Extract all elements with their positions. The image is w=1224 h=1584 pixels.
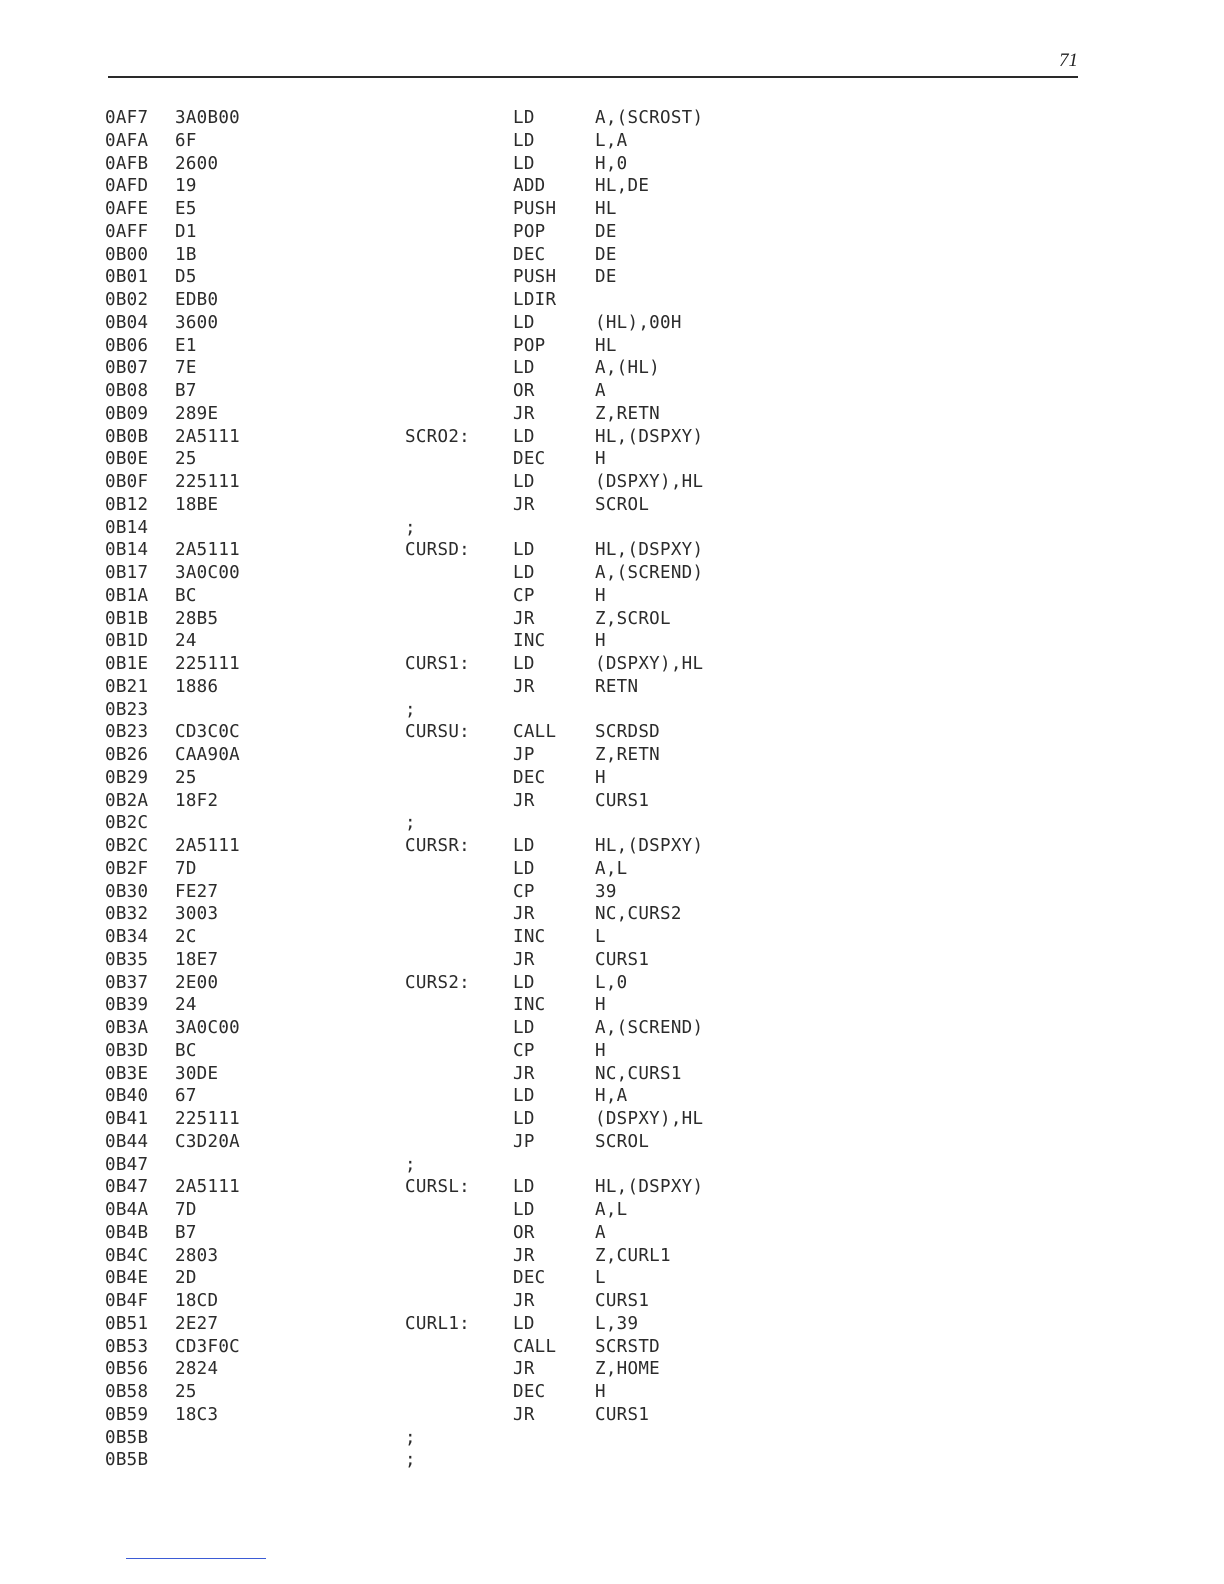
- address: 0B1A: [105, 585, 149, 606]
- address: 0B0E: [105, 449, 149, 470]
- listing-line: [105, 539, 785, 562]
- mnemonic: JR: [513, 790, 535, 811]
- address: 0AFD: [105, 176, 149, 197]
- listing-line: [105, 790, 785, 813]
- machine-code: 28B5: [175, 608, 219, 629]
- label: SCRO2:: [405, 426, 471, 447]
- listing-line: [105, 266, 785, 289]
- machine-code: 2A5111: [175, 836, 241, 856]
- machine-code: 25: [175, 449, 197, 470]
- listing-line: [105, 312, 785, 335]
- machine-code: 2803: [175, 1245, 219, 1266]
- address: 0B14: [105, 517, 149, 538]
- address: 0B0B: [105, 426, 149, 447]
- label: ;: [405, 517, 416, 538]
- mnemonic: CP: [513, 881, 535, 902]
- listing-line: [105, 517, 785, 540]
- mnemonic: LD: [513, 153, 535, 174]
- machine-code: 225111: [175, 472, 241, 492]
- page-number: 71: [1059, 50, 1078, 71]
- listing-line: [105, 1358, 785, 1381]
- machine-code: B7: [175, 381, 197, 401]
- address: 0B02: [105, 290, 149, 310]
- listing-line: [105, 1290, 785, 1313]
- address: 0B0F: [105, 472, 149, 492]
- mnemonic: JR: [513, 1359, 535, 1380]
- address: 0B00: [105, 244, 149, 265]
- mnemonic: LD: [513, 858, 535, 879]
- operands: H: [595, 631, 606, 652]
- address: 0B1B: [105, 608, 149, 629]
- address: 0B29: [105, 767, 149, 788]
- address: 0B47: [105, 1154, 149, 1175]
- operands: Z,SCROL: [595, 608, 671, 629]
- mnemonic: LD: [513, 1313, 535, 1334]
- operands: NC,CURS2: [595, 904, 682, 925]
- address: 0B01: [105, 267, 149, 288]
- mnemonic: CALL: [513, 1336, 557, 1357]
- mnemonic: LD: [513, 1200, 535, 1220]
- label: CURL1:: [405, 1313, 471, 1334]
- operands: A: [595, 381, 606, 401]
- listing-line: [105, 858, 785, 881]
- machine-code: 2A5111: [175, 1177, 241, 1198]
- machine-code: CAA90A: [175, 745, 241, 765]
- machine-code: 24: [175, 995, 197, 1016]
- address: 0B32: [105, 904, 149, 925]
- listing-line: [105, 994, 785, 1017]
- address: 0B58: [105, 1382, 149, 1402]
- machine-code: 7E: [175, 358, 197, 379]
- address: 0B23: [105, 722, 149, 743]
- operands: CURS1: [595, 1291, 650, 1311]
- listing-line: [105, 335, 785, 358]
- operands: L: [595, 1268, 606, 1289]
- mnemonic: OR: [513, 1222, 535, 1243]
- mnemonic: JR: [513, 904, 535, 925]
- listing-line: [105, 1108, 785, 1131]
- mnemonic: DEC: [513, 767, 546, 788]
- operands: CURS1: [595, 949, 650, 970]
- operands: A,(SCREND): [595, 563, 704, 583]
- listing-line: [105, 1313, 785, 1336]
- label: CURSL:: [405, 1177, 471, 1198]
- machine-code: 7D: [175, 858, 197, 879]
- machine-code: 2E00: [175, 972, 219, 993]
- address: 0B12: [105, 494, 149, 515]
- machine-code: 225111: [175, 654, 241, 674]
- mnemonic: JR: [513, 403, 535, 424]
- listing-line: [105, 721, 785, 744]
- mnemonic: LD: [513, 1086, 535, 1107]
- machine-code: 18C3: [175, 1404, 219, 1425]
- address: 0B34: [105, 927, 149, 947]
- operands: Z,HOME: [595, 1359, 661, 1380]
- operands: SCRSTD: [595, 1336, 661, 1357]
- machine-code: D5: [175, 267, 197, 288]
- listing-line: [105, 676, 785, 699]
- listing-line: [105, 1449, 785, 1472]
- machine-code: 3003: [175, 904, 219, 925]
- address: 0B26: [105, 745, 149, 765]
- machine-code: 2A5111: [175, 426, 241, 447]
- listing-line: [105, 1085, 785, 1108]
- address: 0B21: [105, 676, 149, 697]
- listing-line: [105, 357, 785, 380]
- mnemonic: CP: [513, 585, 535, 606]
- operands: L: [595, 927, 606, 947]
- listing-line: [105, 1131, 785, 1154]
- mnemonic: PUSH: [513, 267, 557, 288]
- mnemonic: LD: [513, 1109, 535, 1129]
- address: 0B40: [105, 1086, 149, 1107]
- machine-code: B7: [175, 1222, 197, 1243]
- machine-code: E1: [175, 335, 197, 356]
- operands: Z,CURL1: [595, 1245, 671, 1266]
- label: ;: [405, 699, 416, 720]
- operands: A,L: [595, 1200, 628, 1220]
- address: 0B39: [105, 995, 149, 1016]
- operands: Z,RETN: [595, 745, 661, 765]
- operands: H: [595, 1040, 606, 1061]
- listing-line: [105, 1199, 785, 1222]
- label: CURSR:: [405, 836, 471, 856]
- address: 0B2C: [105, 813, 149, 834]
- address: 0B5B: [105, 1427, 149, 1448]
- listing-line: [105, 926, 785, 949]
- machine-code: 24: [175, 631, 197, 652]
- operands: HL,(DSPXY): [595, 426, 704, 447]
- mnemonic: LD: [513, 108, 535, 128]
- address: 0B1E: [105, 654, 149, 674]
- label: CURSD:: [405, 540, 471, 561]
- mnemonic: JR: [513, 1404, 535, 1425]
- mnemonic: LDIR: [513, 290, 557, 310]
- address: 0B09: [105, 403, 149, 424]
- operands: L,0: [595, 972, 628, 993]
- footer-rule: [126, 1558, 266, 1559]
- label: ;: [405, 1427, 416, 1448]
- listing-line: [105, 699, 785, 722]
- address: 0B4C: [105, 1245, 149, 1266]
- operands: A,(SCREND): [595, 1018, 704, 1038]
- listing-line: [105, 1267, 785, 1290]
- listing-line: [105, 630, 785, 653]
- operands: A,(HL): [595, 358, 661, 379]
- machine-code: 3A0C00: [175, 1018, 241, 1038]
- machine-code: CD3C0C: [175, 722, 241, 743]
- address: 0B3D: [105, 1040, 149, 1061]
- machine-code: 3A0B00: [175, 108, 241, 128]
- machine-code: CD3F0C: [175, 1336, 241, 1357]
- operands: (HL),00H: [595, 312, 682, 333]
- machine-code: 225111: [175, 1109, 241, 1129]
- operands: RETN: [595, 676, 639, 697]
- listing-line: [105, 949, 785, 972]
- machine-code: 19: [175, 176, 197, 197]
- address: 0B4A: [105, 1200, 149, 1220]
- listing-line: [105, 562, 785, 585]
- address: 0B23: [105, 699, 149, 720]
- machine-code: 2C: [175, 927, 197, 947]
- address: 0AFA: [105, 130, 149, 151]
- listing-line: [105, 1427, 785, 1450]
- address: 0AF7: [105, 108, 149, 128]
- operands: H: [595, 585, 606, 606]
- label: CURSU:: [405, 722, 471, 743]
- mnemonic: PUSH: [513, 199, 557, 219]
- listing-line: [105, 1222, 785, 1245]
- mnemonic: INC: [513, 631, 546, 652]
- address: 0B17: [105, 563, 149, 583]
- listing-line: [105, 1063, 785, 1086]
- mnemonic: LD: [513, 1018, 535, 1038]
- mnemonic: JR: [513, 949, 535, 970]
- listing-line: [105, 175, 785, 198]
- listing-line: [105, 426, 785, 449]
- listing-line: [105, 608, 785, 631]
- machine-code: 25: [175, 1382, 197, 1402]
- mnemonic: LD: [513, 312, 535, 333]
- operands: DE: [595, 267, 617, 288]
- address: 0B59: [105, 1404, 149, 1425]
- machine-code: 289E: [175, 403, 219, 424]
- operands: SCRDSD: [595, 722, 661, 743]
- label: CURS1:: [405, 654, 471, 674]
- address: 0B41: [105, 1109, 149, 1129]
- machine-code: 1886: [175, 676, 219, 697]
- machine-code: 18E7: [175, 949, 219, 970]
- mnemonic: JP: [513, 1131, 535, 1152]
- operands: A,L: [595, 858, 628, 879]
- address: 0B3A: [105, 1018, 149, 1038]
- listing-line: [105, 1040, 785, 1063]
- machine-code: 25: [175, 767, 197, 788]
- operands: Z,RETN: [595, 403, 661, 424]
- operands: H: [595, 449, 606, 470]
- address: 0AFF: [105, 221, 149, 242]
- operands: (DSPXY),HL: [595, 1109, 704, 1129]
- label: CURS2:: [405, 972, 471, 993]
- address: 0B47: [105, 1177, 149, 1198]
- mnemonic: ADD: [513, 176, 546, 197]
- listing-line: [105, 289, 785, 312]
- address: 0B2C: [105, 836, 149, 856]
- operands: HL,(DSPXY): [595, 1177, 704, 1198]
- mnemonic: LD: [513, 563, 535, 583]
- mnemonic: LD: [513, 472, 535, 492]
- operands: DE: [595, 244, 617, 265]
- operands: L,A: [595, 130, 628, 151]
- mnemonic: LD: [513, 426, 535, 447]
- label: ;: [405, 1450, 416, 1471]
- listing-line: [105, 107, 785, 130]
- machine-code: 2E27: [175, 1313, 219, 1334]
- listing-line: [105, 153, 785, 176]
- listing-line: [105, 448, 785, 471]
- label: ;: [405, 813, 416, 834]
- mnemonic: DEC: [513, 244, 546, 265]
- operands: A,(SCROST): [595, 108, 704, 128]
- listing-line: [105, 972, 785, 995]
- address: 0B2A: [105, 790, 149, 811]
- listing-line: [105, 380, 785, 403]
- machine-code: 30DE: [175, 1063, 219, 1084]
- listing-line: [105, 198, 785, 221]
- operands: HL,(DSPXY): [595, 540, 704, 561]
- header-rule: [108, 76, 1078, 78]
- mnemonic: LD: [513, 654, 535, 674]
- address: 0B53: [105, 1336, 149, 1357]
- mnemonic: CP: [513, 1040, 535, 1061]
- machine-code: 18BE: [175, 494, 219, 515]
- operands: H: [595, 1382, 606, 1402]
- address: 0B4F: [105, 1291, 149, 1311]
- address: 0B5B: [105, 1450, 149, 1471]
- machine-code: D1: [175, 221, 197, 242]
- address: 0B14: [105, 540, 149, 561]
- machine-code: 2824: [175, 1359, 219, 1380]
- mnemonic: CALL: [513, 722, 557, 743]
- listing-line: [105, 744, 785, 767]
- address: 0B07: [105, 358, 149, 379]
- operands: CURS1: [595, 790, 650, 811]
- machine-code: FE27: [175, 881, 219, 902]
- operands: SCROL: [595, 494, 650, 515]
- operands: CURS1: [595, 1404, 650, 1425]
- operands: H: [595, 767, 606, 788]
- listing-line: [105, 1381, 785, 1404]
- address: 0B4B: [105, 1222, 149, 1243]
- mnemonic: LD: [513, 1177, 535, 1198]
- address: 0AFB: [105, 153, 149, 174]
- mnemonic: LD: [513, 540, 535, 561]
- machine-code: BC: [175, 1040, 197, 1061]
- machine-code: 18F2: [175, 790, 219, 811]
- address: 0B56: [105, 1359, 149, 1380]
- mnemonic: OR: [513, 381, 535, 401]
- listing-line: [105, 471, 785, 494]
- mnemonic: DEC: [513, 1268, 546, 1289]
- address: 0B44: [105, 1131, 149, 1152]
- label: ;: [405, 1154, 416, 1175]
- address: 0B4E: [105, 1268, 149, 1289]
- address: 0B37: [105, 972, 149, 993]
- operands: HL: [595, 199, 617, 219]
- mnemonic: JP: [513, 745, 535, 765]
- mnemonic: JR: [513, 676, 535, 697]
- machine-code: 3A0C00: [175, 563, 241, 583]
- operands: (DSPXY),HL: [595, 654, 704, 674]
- address: 0B35: [105, 949, 149, 970]
- listing-line: [105, 903, 785, 926]
- machine-code: 2D: [175, 1268, 197, 1289]
- listing-line: [105, 1336, 785, 1359]
- listing-line: [105, 1404, 785, 1427]
- assembly-listing: [105, 107, 785, 1472]
- mnemonic: INC: [513, 927, 546, 947]
- listing-line: [105, 585, 785, 608]
- address: 0B3E: [105, 1063, 149, 1084]
- mnemonic: JR: [513, 494, 535, 515]
- machine-code: BC: [175, 585, 197, 606]
- address: 0B51: [105, 1313, 149, 1334]
- machine-code: 1B: [175, 244, 197, 265]
- mnemonic: POP: [513, 335, 546, 356]
- address: 0B2F: [105, 858, 149, 879]
- mnemonic: JR: [513, 1063, 535, 1084]
- listing-line: [105, 653, 785, 676]
- listing-line: [105, 835, 785, 858]
- listing-line: [105, 1154, 785, 1177]
- address: 0B04: [105, 312, 149, 333]
- operands: L,39: [595, 1313, 639, 1334]
- mnemonic: LD: [513, 972, 535, 993]
- machine-code: 3600: [175, 312, 219, 333]
- operands: HL: [595, 335, 617, 356]
- mnemonic: DEC: [513, 449, 546, 470]
- mnemonic: POP: [513, 221, 546, 242]
- machine-code: 18CD: [175, 1291, 219, 1311]
- machine-code: EDB0: [175, 290, 219, 310]
- operands: DE: [595, 221, 617, 242]
- mnemonic: JR: [513, 1245, 535, 1266]
- operands: H: [595, 995, 606, 1016]
- address: 0B06: [105, 335, 149, 356]
- operands: 39: [595, 881, 617, 902]
- listing-line: [105, 1176, 785, 1199]
- operands: SCROL: [595, 1131, 650, 1152]
- machine-code: 67: [175, 1086, 197, 1107]
- operands: H,0: [595, 153, 628, 174]
- mnemonic: LD: [513, 130, 535, 151]
- listing-line: [105, 403, 785, 426]
- listing-line: [105, 812, 785, 835]
- listing-line: [105, 244, 785, 267]
- address: 0B1D: [105, 631, 149, 652]
- listing-line: [105, 494, 785, 517]
- listing-line: [105, 130, 785, 153]
- mnemonic: INC: [513, 995, 546, 1016]
- machine-code: C3D20A: [175, 1131, 241, 1152]
- listing-line: [105, 881, 785, 904]
- mnemonic: JR: [513, 1291, 535, 1311]
- mnemonic: LD: [513, 836, 535, 856]
- listing-line: [105, 1245, 785, 1268]
- machine-code: 7D: [175, 1200, 197, 1220]
- operands: HL,DE: [595, 176, 650, 197]
- machine-code: E5: [175, 199, 197, 219]
- machine-code: 6F: [175, 130, 197, 151]
- operands: A: [595, 1222, 606, 1243]
- address: 0AFE: [105, 199, 149, 219]
- machine-code: 2A5111: [175, 540, 241, 561]
- mnemonic: JR: [513, 608, 535, 629]
- operands: HL,(DSPXY): [595, 836, 704, 856]
- machine-code: 2600: [175, 153, 219, 174]
- listing-line: [105, 767, 785, 790]
- address: 0B30: [105, 881, 149, 902]
- listing-line: [105, 221, 785, 244]
- listing-line: [105, 1017, 785, 1040]
- address: 0B08: [105, 381, 149, 401]
- operands: H,A: [595, 1086, 628, 1107]
- operands: (DSPXY),HL: [595, 472, 704, 492]
- mnemonic: DEC: [513, 1382, 546, 1402]
- operands: NC,CURS1: [595, 1063, 682, 1084]
- mnemonic: LD: [513, 358, 535, 379]
